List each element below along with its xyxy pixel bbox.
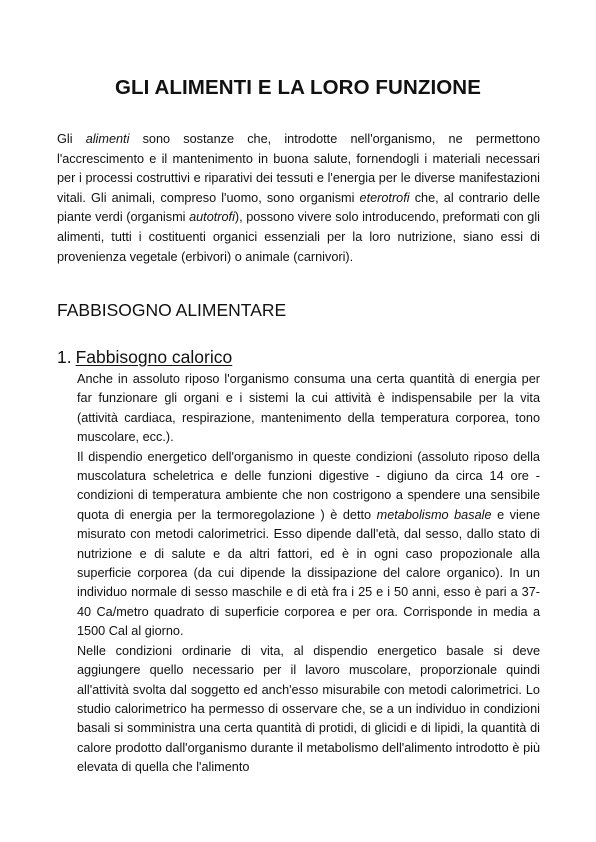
paragraph-basal-energy: Anche in assoluto riposo l'organismo consuma una certa quantità di energia per far funzionare gli organi e i sistemi la cui attività è indispensabile per la vita (attività cardiaca, respirazione, mantenimento della temperatura corporea, tono muscolare, ecc.). [77, 372, 540, 445]
intro-paragraph [57, 130, 540, 267]
intro-text: ), possono vivere solo introducendo, preformati con gli alimenti, tutti i costituenti organici essenziali per la loro nutrizione, siano essi di provenienza vegetale (erbivori) o animale (carnivori). [57, 210, 540, 264]
subsection-label: Fabbisogno calorico [75, 347, 233, 367]
paragraph-metabolismo-basale [77, 448, 540, 642]
term-metabolismo-basale: metabolismo basale [376, 507, 492, 522]
intro-term-eterotrofi: eterotrofi [359, 190, 410, 205]
document-title: GLI ALIMENTI E LA LORO FUNZIONE [114, 76, 481, 99]
section-heading: FABBISOGNO ALIMENTARE [57, 300, 287, 320]
subsection-body [77, 370, 540, 778]
intro-term-autotrofi: autotrofi [189, 210, 235, 225]
paragraph-text: Il dispendio energetico dell'organismo in queste condizioni (assoluto riposo della muscolatura scheletrica e delle funzioni digestive - digiuno da circa 14 ore - condizioni di temperatura ambiente che non costrigono a spendere una sensibile quota di energia per la termoregolazione ) è detto [77, 449, 540, 522]
subsection-number: 1. [57, 347, 72, 367]
intro-text: Gli [57, 132, 86, 146]
intro-text: sono sostanze che, introdotte nell'organismo, ne permettono l'accrescimento e il mantenimento in buona salute, fornendogli i materiali necessari per i processi costruttivi e riparativi dei tessuti e l'energia per le diverse manifestazioni vitali. Gli animali, compreso l'uomo, sono organismi [57, 132, 541, 205]
paragraph-calorimetry: Nelle condizioni ordinarie di vita, al dispendio energetico basale si deve aggiungere quello necessario per il lavoro muscolare, proporzionale quindi all'attività svolta dal soggetto ed anch'esso misurabile con metodi calorimetrici. Lo studio calorimetrico ha permesso di osservare che, se a un individuo in condizioni basali si somministra una certa quantità di protidi, di glicidi e di lipidi, la quantità di calore prodotto dall'organismo durante il metabolismo dell'alimento introdotto è più elevata di quella che l'alimento [77, 643, 540, 775]
intro-term-alimenti: alimenti [85, 132, 130, 146]
intro-text: che, al contrario delle piante verdi (organismi [57, 190, 540, 225]
paragraph-text: e viene misurato con metodi calorimetrici. Esso dipende dall'età, dal sesso, dallo stato di nutrizione e di salute e da altri fattori, ed è in ogni caso propozionale alla superficie corporea (da cui dipende la dissipazione del calore organico). In un individuo normale di sesso maschile e di età fra i 25 e i 50 anni, esso è pari a 37-40 Ca/metro quadrato di superficie corporea e per ora. Corrisponde in media a 1500 Cal al giorno. [77, 507, 541, 639]
subsection-heading [57, 347, 232, 368]
